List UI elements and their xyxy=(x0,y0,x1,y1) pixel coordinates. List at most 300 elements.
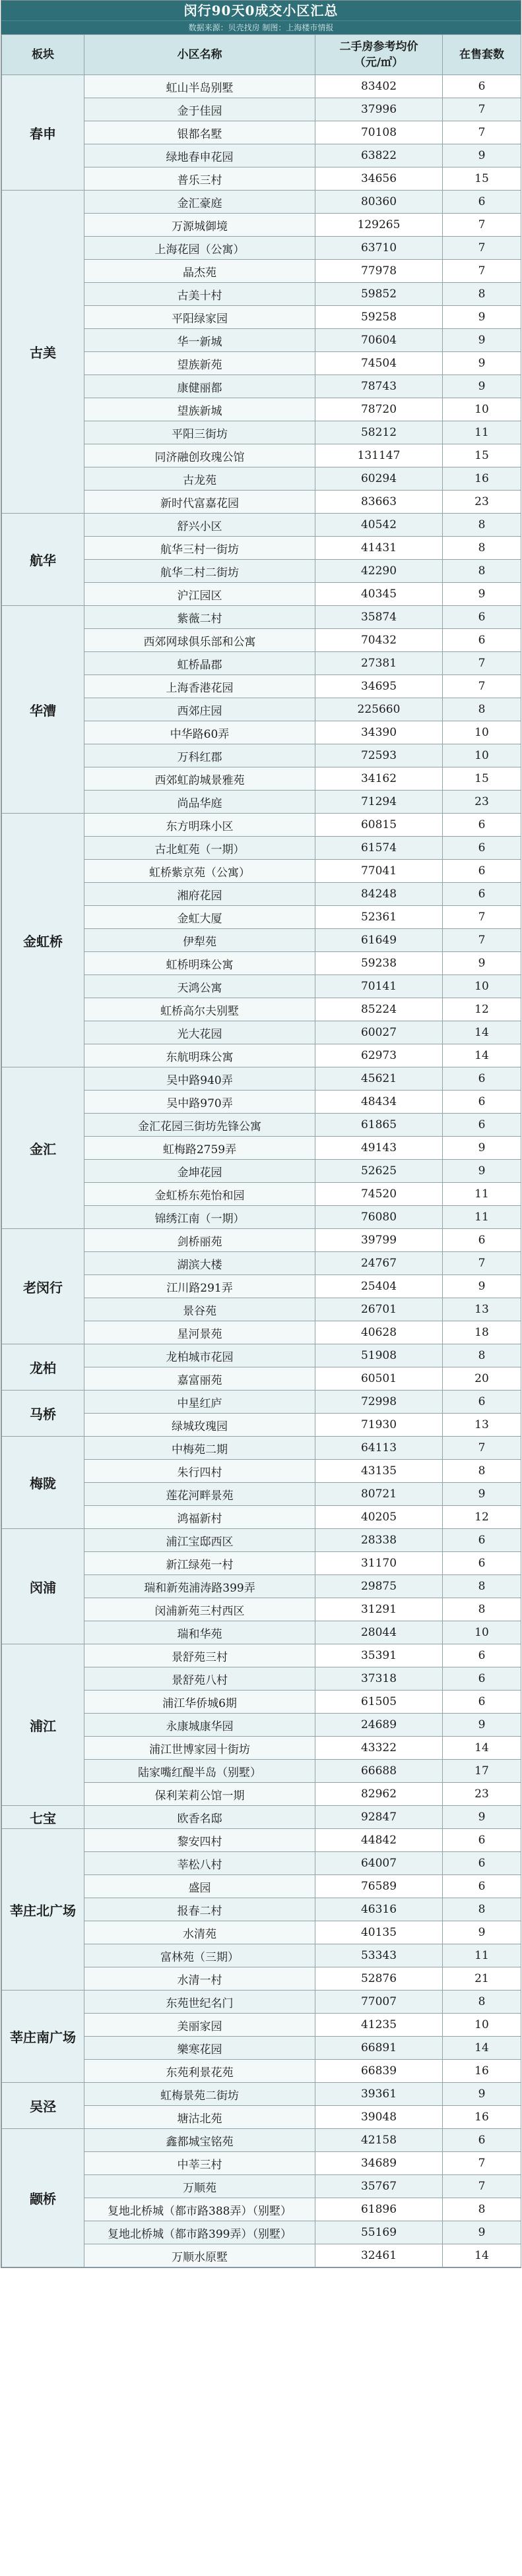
listing-count-cell: 9 xyxy=(443,352,521,375)
avg-price-cell: 55169 xyxy=(315,2221,443,2244)
community-name-cell: 尚品华庭 xyxy=(84,791,315,814)
avg-price-cell: 37318 xyxy=(315,1667,443,1691)
listing-count-cell: 8 xyxy=(443,537,521,560)
avg-price-cell: 72593 xyxy=(315,744,443,767)
avg-price-cell: 24767 xyxy=(315,1252,443,1275)
community-name-cell: 金于佳园 xyxy=(84,98,315,121)
avg-price-cell: 41431 xyxy=(315,537,443,560)
listing-count-cell: 6 xyxy=(443,883,521,906)
avg-price-cell: 52361 xyxy=(315,906,443,929)
community-name-cell: 万顺苑 xyxy=(84,2175,315,2198)
community-name-cell: 中华路60弄 xyxy=(84,721,315,744)
avg-price-cell: 52625 xyxy=(315,1160,443,1183)
block-name-cell: 古美 xyxy=(2,191,84,514)
community-name-cell: 上海香港花园 xyxy=(84,675,315,698)
listing-count-cell: 6 xyxy=(443,1875,521,1898)
listing-count-cell: 9 xyxy=(443,375,521,398)
community-name-cell: 新江绿苑一村 xyxy=(84,1552,315,1575)
listing-count-cell: 10 xyxy=(443,1621,521,1644)
community-name-cell: 望族新城 xyxy=(84,398,315,421)
community-name-cell: 虹桥高尔夫别墅 xyxy=(84,998,315,1021)
listing-count-cell: 6 xyxy=(443,191,521,214)
community-name-cell: 西郊网球俱乐部和公寓 xyxy=(84,629,315,652)
listing-count-cell: 6 xyxy=(443,1667,521,1691)
listing-count-cell: 6 xyxy=(443,1391,521,1414)
community-name-cell: 万顺水原墅 xyxy=(84,2244,315,2267)
listing-count-cell: 9 xyxy=(443,329,521,352)
listing-count-cell: 10 xyxy=(443,744,521,767)
avg-price-cell: 44842 xyxy=(315,1829,443,1852)
avg-price-cell: 32461 xyxy=(315,2244,443,2267)
listing-count-cell: 7 xyxy=(443,2175,521,2198)
avg-price-cell: 61896 xyxy=(315,2198,443,2221)
community-name-cell: 浦江宝邸西区 xyxy=(84,1529,315,1552)
listing-count-cell: 13 xyxy=(443,1414,521,1437)
community-name-cell: 康健丽都 xyxy=(84,375,315,398)
community-name-cell: 水清一村 xyxy=(84,1967,315,1991)
avg-price-cell: 53343 xyxy=(315,1944,443,1967)
community-name-cell: 沪江园区 xyxy=(84,583,315,606)
community-name-cell: 中莘三村 xyxy=(84,2152,315,2175)
table-row xyxy=(2,514,521,537)
listing-count-cell: 15 xyxy=(443,767,521,791)
community-name-cell: 锦绣江南（一期） xyxy=(84,1206,315,1229)
listing-count-cell: 7 xyxy=(443,98,521,121)
community-name-cell: 龙柏城市花园 xyxy=(84,1344,315,1367)
community-name-cell: 古北虹苑（一期） xyxy=(84,837,315,860)
listing-count-cell: 6 xyxy=(443,629,521,652)
listing-count-cell: 9 xyxy=(443,1483,521,1506)
col-header-price-line1: 二手房参考均价 xyxy=(339,40,418,53)
community-name-cell: 富林苑（三期） xyxy=(84,1944,315,1967)
listing-count-cell: 8 xyxy=(443,560,521,583)
listing-count-cell: 6 xyxy=(443,606,521,629)
avg-price-cell: 46316 xyxy=(315,1898,443,1921)
community-name-cell: 剑桥丽苑 xyxy=(84,1229,315,1252)
table-row xyxy=(2,75,521,98)
summary-sheet xyxy=(1,0,521,2268)
listing-count-cell: 15 xyxy=(443,444,521,467)
table-row xyxy=(2,1991,521,2014)
community-name-cell: 东苑世纪名门 xyxy=(84,1991,315,2014)
community-name-cell: 复地北桥城（都市路399弄）（别墅） xyxy=(84,2221,315,2244)
avg-price-cell: 31170 xyxy=(315,1552,443,1575)
avg-price-cell: 82962 xyxy=(315,1783,443,1806)
avg-price-cell: 28044 xyxy=(315,1621,443,1644)
avg-price-cell: 52876 xyxy=(315,1967,443,1991)
avg-price-cell: 80721 xyxy=(315,1483,443,1506)
avg-price-cell: 40628 xyxy=(315,1321,443,1344)
community-name-cell: 平阳三街坊 xyxy=(84,421,315,444)
listing-count-cell: 7 xyxy=(443,214,521,237)
avg-price-cell: 40205 xyxy=(315,1506,443,1529)
community-name-cell: 望族新苑 xyxy=(84,352,315,375)
listing-count-cell: 7 xyxy=(443,675,521,698)
table-row xyxy=(2,1067,521,1091)
listing-count-cell: 9 xyxy=(443,1806,521,1829)
listing-count-cell: 23 xyxy=(443,791,521,814)
community-name-cell: 华一新城 xyxy=(84,329,315,352)
listing-count-cell: 6 xyxy=(443,1529,521,1552)
community-name-cell: 伊犁苑 xyxy=(84,929,315,952)
avg-price-cell: 63822 xyxy=(315,144,443,167)
community-name-cell: 黎安四村 xyxy=(84,1829,315,1852)
listing-count-cell: 16 xyxy=(443,2060,521,2083)
listing-count-cell: 14 xyxy=(443,1044,521,1067)
avg-price-cell: 70432 xyxy=(315,629,443,652)
listing-count-cell: 6 xyxy=(443,1114,521,1137)
community-name-cell: 报春二村 xyxy=(84,1898,315,1921)
listing-count-cell: 8 xyxy=(443,1598,521,1621)
avg-price-cell: 77041 xyxy=(315,860,443,883)
listing-count-cell: 6 xyxy=(443,814,521,837)
community-name-cell: 上海花园（公寓） xyxy=(84,237,315,260)
community-name-cell: 虹桥明珠公寓 xyxy=(84,952,315,975)
table-row xyxy=(2,2129,521,2152)
avg-price-cell: 70604 xyxy=(315,329,443,352)
community-name-cell: 西郊庄园 xyxy=(84,698,315,721)
listing-count-cell: 9 xyxy=(443,952,521,975)
community-name-cell: 瑞和华苑 xyxy=(84,1621,315,1644)
community-name-cell: 莘松八村 xyxy=(84,1852,315,1875)
listing-count-cell: 13 xyxy=(443,1298,521,1321)
avg-price-cell: 76589 xyxy=(315,1875,443,1898)
col-header-name: 小区名称 xyxy=(84,35,315,75)
avg-price-cell: 35874 xyxy=(315,606,443,629)
community-name-cell: 晶杰苑 xyxy=(84,260,315,283)
community-name-cell: 闵浦新苑三村西区 xyxy=(84,1598,315,1621)
avg-price-cell: 71930 xyxy=(315,1414,443,1437)
community-name-cell: 绿城玫瑰园 xyxy=(84,1414,315,1437)
avg-price-cell: 84248 xyxy=(315,883,443,906)
listing-count-cell: 6 xyxy=(443,1552,521,1575)
page-title: 闵行90天0成交小区汇总 xyxy=(1,1,521,20)
community-name-cell: 景舒苑三村 xyxy=(84,1644,315,1667)
community-name-cell: 普乐三村 xyxy=(84,167,315,191)
avg-price-cell: 49143 xyxy=(315,1137,443,1160)
community-name-cell: 金汇豪庭 xyxy=(84,191,315,214)
avg-price-cell: 64113 xyxy=(315,1437,443,1460)
avg-price-cell: 40135 xyxy=(315,1921,443,1944)
avg-price-cell: 39361 xyxy=(315,2083,443,2106)
block-name-cell: 金虹桥 xyxy=(2,814,84,1067)
listing-count-cell: 8 xyxy=(443,1991,521,2014)
block-name-cell: 七宝 xyxy=(2,1806,84,1829)
community-name-cell: 平阳绿家园 xyxy=(84,306,315,329)
avg-price-cell: 62973 xyxy=(315,1044,443,1067)
community-name-cell: 东航明珠公寓 xyxy=(84,1044,315,1067)
avg-price-cell: 39799 xyxy=(315,1229,443,1252)
avg-price-cell: 43322 xyxy=(315,1737,443,1760)
listing-count-cell: 6 xyxy=(443,2129,521,2152)
community-name-cell: 江川路291弄 xyxy=(84,1275,315,1298)
avg-price-cell: 92847 xyxy=(315,1806,443,1829)
avg-price-cell: 77978 xyxy=(315,260,443,283)
avg-price-cell: 34390 xyxy=(315,721,443,744)
listing-count-cell: 8 xyxy=(443,1575,521,1598)
listing-count-cell: 7 xyxy=(443,1252,521,1275)
avg-price-cell: 27381 xyxy=(315,652,443,675)
listing-count-cell: 10 xyxy=(443,398,521,421)
avg-price-cell: 131147 xyxy=(315,444,443,467)
listing-count-cell: 8 xyxy=(443,1898,521,1921)
avg-price-cell: 76080 xyxy=(315,1206,443,1229)
community-name-cell: 瑞和新苑浦涛路399弄 xyxy=(84,1575,315,1598)
community-name-cell: 星河景苑 xyxy=(84,1321,315,1344)
avg-price-cell: 39048 xyxy=(315,2106,443,2129)
listing-count-cell: 9 xyxy=(443,2221,521,2244)
community-table xyxy=(1,34,521,2267)
community-name-cell: 新时代富嘉花园 xyxy=(84,491,315,514)
community-name-cell: 万源城御境 xyxy=(84,214,315,237)
community-name-cell: 吴中路940弄 xyxy=(84,1067,315,1091)
community-name-cell: 中梅苑二期 xyxy=(84,1437,315,1460)
avg-price-cell: 58212 xyxy=(315,421,443,444)
avg-price-cell: 51908 xyxy=(315,1344,443,1367)
listing-count-cell: 11 xyxy=(443,1944,521,1967)
community-name-cell: 舒兴小区 xyxy=(84,514,315,537)
listing-count-cell: 23 xyxy=(443,491,521,514)
listing-count-cell: 14 xyxy=(443,1021,521,1044)
avg-price-cell: 25404 xyxy=(315,1275,443,1298)
avg-price-cell: 83402 xyxy=(315,75,443,98)
avg-price-cell: 71294 xyxy=(315,791,443,814)
listing-count-cell: 6 xyxy=(443,1229,521,1252)
community-name-cell: 保利茉莉公馆一期 xyxy=(84,1783,315,1806)
community-name-cell: 同济融创玫瑰公馆 xyxy=(84,444,315,467)
avg-price-cell: 59258 xyxy=(315,306,443,329)
avg-price-cell: 129265 xyxy=(315,214,443,237)
avg-price-cell: 60027 xyxy=(315,1021,443,1044)
table-row xyxy=(2,606,521,629)
community-name-cell: 银都名墅 xyxy=(84,121,315,144)
avg-price-cell: 74520 xyxy=(315,1183,443,1206)
block-name-cell: 金汇 xyxy=(2,1067,84,1229)
listing-count-cell: 6 xyxy=(443,1852,521,1875)
community-name-cell: 虹桥紫京苑（公寓） xyxy=(84,860,315,883)
listing-count-cell: 12 xyxy=(443,1506,521,1529)
listing-count-cell: 9 xyxy=(443,1137,521,1160)
listing-count-cell: 12 xyxy=(443,998,521,1021)
avg-price-cell: 60501 xyxy=(315,1367,443,1391)
avg-price-cell: 37996 xyxy=(315,98,443,121)
community-name-cell: 浦江华侨城6期 xyxy=(84,1691,315,1714)
community-name-cell: 盛园 xyxy=(84,1875,315,1898)
avg-price-cell: 48434 xyxy=(315,1091,443,1114)
table-row xyxy=(2,191,521,214)
listing-count-cell: 16 xyxy=(443,467,521,491)
table-body xyxy=(2,75,521,2267)
community-name-cell: 浦江世博家园十街坊 xyxy=(84,1737,315,1760)
block-name-cell: 马桥 xyxy=(2,1391,84,1437)
avg-price-cell: 83663 xyxy=(315,491,443,514)
community-name-cell: 西郊虹韵城景雅苑 xyxy=(84,767,315,791)
community-name-cell: 虹桥晶郡 xyxy=(84,652,315,675)
listing-count-cell: 7 xyxy=(443,260,521,283)
community-name-cell: 永康城康华园 xyxy=(84,1714,315,1737)
listing-count-cell: 9 xyxy=(443,1275,521,1298)
community-name-cell: 欧香名邸 xyxy=(84,1806,315,1829)
avg-price-cell: 24689 xyxy=(315,1714,443,1737)
listing-count-cell: 7 xyxy=(443,2152,521,2175)
avg-price-cell: 45621 xyxy=(315,1067,443,1091)
community-name-cell: 航华三村一街坊 xyxy=(84,537,315,560)
avg-price-cell: 80360 xyxy=(315,191,443,214)
listing-count-cell: 20 xyxy=(443,1367,521,1391)
avg-price-cell: 28338 xyxy=(315,1529,443,1552)
listing-count-cell: 7 xyxy=(443,652,521,675)
community-name-cell: 古龙苑 xyxy=(84,467,315,491)
table-header-row xyxy=(2,35,521,75)
listing-count-cell: 6 xyxy=(443,837,521,860)
community-name-cell: 美丽家园 xyxy=(84,2014,315,2037)
avg-price-cell: 40542 xyxy=(315,514,443,537)
community-name-cell: 金坤花园 xyxy=(84,1160,315,1183)
listing-count-cell: 6 xyxy=(443,1067,521,1091)
community-name-cell: 金虹桥东苑怡和园 xyxy=(84,1183,315,1206)
listing-count-cell: 7 xyxy=(443,1437,521,1460)
avg-price-cell: 41235 xyxy=(315,2014,443,2037)
listing-count-cell: 8 xyxy=(443,1344,521,1367)
listing-count-cell: 9 xyxy=(443,1921,521,1944)
avg-price-cell: 78720 xyxy=(315,398,443,421)
avg-price-cell: 43135 xyxy=(315,1460,443,1483)
listing-count-cell: 7 xyxy=(443,121,521,144)
listing-count-cell: 7 xyxy=(443,237,521,260)
listing-count-cell: 14 xyxy=(443,2037,521,2060)
avg-price-cell: 34695 xyxy=(315,675,443,698)
community-name-cell: 中星红庐 xyxy=(84,1391,315,1414)
community-name-cell: 嘉富丽苑 xyxy=(84,1367,315,1391)
community-name-cell: 万科红郡 xyxy=(84,744,315,767)
listing-count-cell: 9 xyxy=(443,1714,521,1737)
community-name-cell: 景舒苑八村 xyxy=(84,1667,315,1691)
block-name-cell: 莘庄北广场 xyxy=(2,1829,84,1991)
community-name-cell: 东苑利景花苑 xyxy=(84,2060,315,2083)
listing-count-cell: 8 xyxy=(443,698,521,721)
block-name-cell: 航华 xyxy=(2,514,84,606)
block-name-cell: 颛桥 xyxy=(2,2129,84,2267)
block-name-cell: 梅陇 xyxy=(2,1437,84,1529)
listing-count-cell: 6 xyxy=(443,860,521,883)
community-name-cell: 古美十村 xyxy=(84,283,315,306)
community-name-cell: 樂寒花园 xyxy=(84,2037,315,2060)
listing-count-cell: 7 xyxy=(443,906,521,929)
avg-price-cell: 34162 xyxy=(315,767,443,791)
listing-count-cell: 16 xyxy=(443,2106,521,2129)
avg-price-cell: 64007 xyxy=(315,1852,443,1875)
listing-count-cell: 21 xyxy=(443,1967,521,1991)
table-row xyxy=(2,1806,521,1829)
avg-price-cell: 61505 xyxy=(315,1691,443,1714)
avg-price-cell: 35391 xyxy=(315,1644,443,1667)
community-name-cell: 东方明珠小区 xyxy=(84,814,315,837)
avg-price-cell: 34656 xyxy=(315,167,443,191)
avg-price-cell: 225660 xyxy=(315,698,443,721)
col-header-price-line2: （元/㎡） xyxy=(354,56,404,69)
table-row xyxy=(2,1391,521,1414)
community-name-cell: 湖滨大楼 xyxy=(84,1252,315,1275)
listing-count-cell: 9 xyxy=(443,144,521,167)
community-name-cell: 虹山半岛别墅 xyxy=(84,75,315,98)
community-name-cell: 鸿福新村 xyxy=(84,1506,315,1529)
listing-count-cell: 9 xyxy=(443,583,521,606)
community-name-cell: 复地北桥城（都市路388弄）（别墅） xyxy=(84,2198,315,2221)
listing-count-cell: 8 xyxy=(443,514,521,537)
community-name-cell: 吴中路970弄 xyxy=(84,1091,315,1114)
avg-price-cell: 42290 xyxy=(315,560,443,583)
table-row xyxy=(2,1229,521,1252)
block-name-cell: 莘庄南广场 xyxy=(2,1991,84,2083)
community-name-cell: 虹梅路2759弄 xyxy=(84,1137,315,1160)
avg-price-cell: 42158 xyxy=(315,2129,443,2152)
avg-price-cell: 59238 xyxy=(315,952,443,975)
listing-count-cell: 11 xyxy=(443,1206,521,1229)
listing-count-cell: 11 xyxy=(443,421,521,444)
community-name-cell: 光大花园 xyxy=(84,1021,315,1044)
avg-price-cell: 66688 xyxy=(315,1760,443,1783)
avg-price-cell: 60815 xyxy=(315,814,443,837)
listing-count-cell: 8 xyxy=(443,1460,521,1483)
community-name-cell: 金汇花园三街坊先锋公寓 xyxy=(84,1114,315,1137)
listing-count-cell: 10 xyxy=(443,975,521,998)
table-row xyxy=(2,814,521,837)
avg-price-cell: 72998 xyxy=(315,1391,443,1414)
listing-count-cell: 15 xyxy=(443,167,521,191)
avg-price-cell: 78743 xyxy=(315,375,443,398)
community-name-cell: 陆家嘴红醍半岛（别墅） xyxy=(84,1760,315,1783)
avg-price-cell: 70108 xyxy=(315,121,443,144)
listing-count-cell: 6 xyxy=(443,75,521,98)
avg-price-cell: 70141 xyxy=(315,975,443,998)
block-name-cell: 闵浦 xyxy=(2,1529,84,1644)
table-row xyxy=(2,1529,521,1552)
block-name-cell: 华漕 xyxy=(2,606,84,814)
listing-count-cell: 11 xyxy=(443,1183,521,1206)
community-name-cell: 景谷苑 xyxy=(84,1298,315,1321)
listing-count-cell: 7 xyxy=(443,929,521,952)
community-name-cell: 天鸿公寓 xyxy=(84,975,315,998)
table-row xyxy=(2,1829,521,1852)
block-name-cell: 吴泾 xyxy=(2,2083,84,2129)
avg-price-cell: 60294 xyxy=(315,467,443,491)
table-row xyxy=(2,2083,521,2106)
listing-count-cell: 10 xyxy=(443,721,521,744)
listing-count-cell: 10 xyxy=(443,2014,521,2037)
listing-count-cell: 6 xyxy=(443,1644,521,1667)
listing-count-cell: 6 xyxy=(443,1829,521,1852)
community-name-cell: 塘沽北苑 xyxy=(84,2106,315,2129)
avg-price-cell: 29875 xyxy=(315,1575,443,1598)
table-row xyxy=(2,1344,521,1367)
avg-price-cell: 59852 xyxy=(315,283,443,306)
community-name-cell: 朱行四村 xyxy=(84,1460,315,1483)
avg-price-cell: 35767 xyxy=(315,2175,443,2198)
avg-price-cell: 66891 xyxy=(315,2037,443,2060)
community-name-cell: 紫薇二村 xyxy=(84,606,315,629)
avg-price-cell: 40345 xyxy=(315,583,443,606)
avg-price-cell: 77007 xyxy=(315,1991,443,2014)
listing-count-cell: 17 xyxy=(443,1760,521,1783)
avg-price-cell: 61865 xyxy=(315,1114,443,1137)
table-row xyxy=(2,1437,521,1460)
listing-count-cell: 9 xyxy=(443,306,521,329)
col-header-price xyxy=(315,35,443,75)
avg-price-cell: 85224 xyxy=(315,998,443,1021)
col-header-count: 在售套数 xyxy=(443,35,521,75)
table-row xyxy=(2,1644,521,1667)
listing-count-cell: 18 xyxy=(443,1321,521,1344)
